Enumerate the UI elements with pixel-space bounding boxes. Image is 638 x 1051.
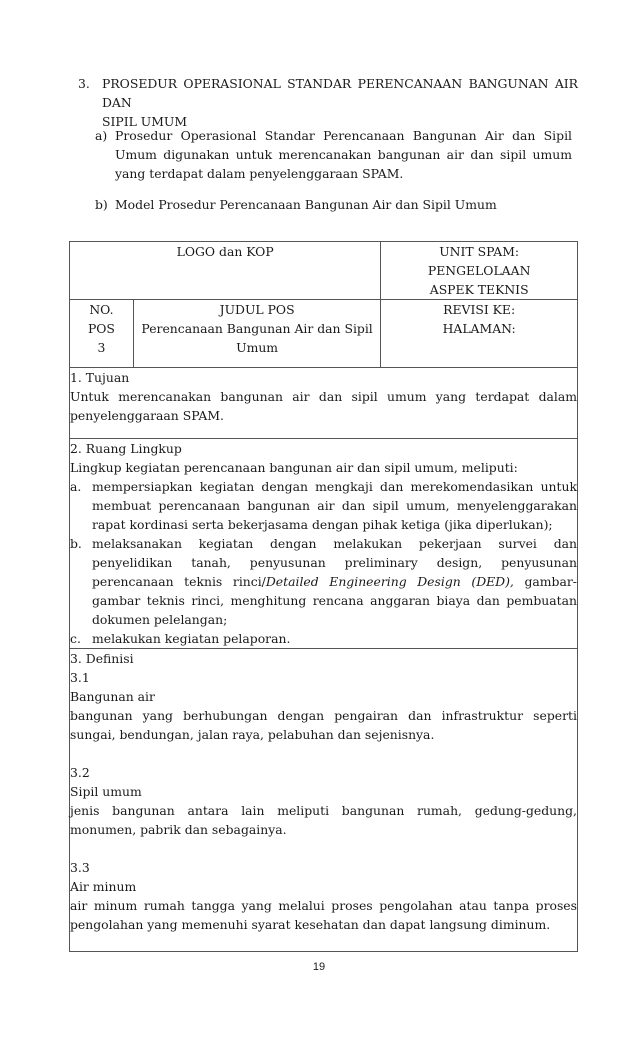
- ruang-b-line3-italic: Detailed Engineering Design (DED),: [265, 574, 514, 589]
- definisi-entry: [70, 668, 577, 744]
- item-a-line: Umum digunakan untuk merencanakan bangunan air dan sipil umum: [115, 147, 572, 162]
- definisi-cell: [70, 649, 578, 952]
- item-a-marker: a): [95, 128, 108, 143]
- definisi-line: monumen, pabrik dan sebagainya.: [70, 822, 287, 837]
- revisi-line: HALAMAN:: [442, 321, 516, 336]
- item-a: [95, 126, 572, 183]
- ruang-a-line: rapat kordinasi serta bekerjasama dengan pihak ketiga (jika diperlukan);: [92, 517, 553, 532]
- definisi-entry: [70, 763, 577, 839]
- definisi-number: 3.3: [70, 860, 90, 875]
- definisi-line: sungai, bendungan, jalan raya, pelabuhan dan sejenisnya.: [70, 727, 435, 742]
- ruang-item-a: [70, 477, 577, 534]
- revisi-line: REVISI KE:: [443, 302, 516, 317]
- page-number: 19: [312, 961, 326, 973]
- item-a-line: Prosedur Operasional Standar Perencanaan Bangunan Air dan Sipil: [115, 128, 572, 143]
- definisi-number: 3.2: [70, 765, 90, 780]
- definisi-line: air minum rumah tangga yang melalui proses pengolahan atau tanpa proses: [70, 898, 577, 913]
- ruang-a-line: membuat perencanaan bangunan air dan sipil umum, menyelenggarakan: [92, 498, 577, 513]
- ruang-b-line: penyelidikan tanah, penyusunan preliminary design, penyusunan: [92, 555, 577, 570]
- ruang-a-marker: a.: [70, 479, 82, 494]
- ruang-c-marker: c.: [70, 631, 81, 646]
- ruang-b-marker: b.: [70, 536, 82, 551]
- ruang-intro: Lingkup kegiatan perencanaan bangunan air dan sipil umum, meliputi:: [70, 460, 518, 475]
- unit-line: UNIT SPAM:: [439, 244, 520, 259]
- unit-line: ASPEK TEKNIS: [429, 282, 529, 297]
- unit-line: PENGELOLAAN: [427, 263, 531, 278]
- definisi-line: pengolahan yang memenuhi syarat kesehatan dan dapat langsung diminum.: [70, 917, 551, 932]
- item-a-line: yang terdapat dalam penyelenggaraan SPAM.: [115, 166, 404, 181]
- pos-number-cell: [70, 300, 134, 368]
- heading-line-1: PROSEDUR OPERASIONAL STANDAR PERENCANAAN BANGUNAN AIR DAN: [102, 76, 578, 110]
- judul-line: Umum: [236, 340, 279, 355]
- tujuan-line: penyelenggaraan SPAM.: [70, 408, 224, 423]
- unit-spam-cell: [381, 242, 578, 300]
- item-b-text: Model Prosedur Perencanaan Bangunan Air dan Sipil Umum: [115, 197, 497, 212]
- item-b: [95, 195, 572, 214]
- judul-line: JUDUL POS: [219, 302, 295, 317]
- definisi-number: 3.1: [70, 670, 90, 685]
- pos-table: [69, 241, 578, 952]
- definisi-line: bangunan yang berhubungan dengan pengairan dan infrastruktur seperti: [70, 708, 577, 723]
- tujuan-title: 1. Tujuan: [70, 370, 130, 385]
- ruang-lingkup-cell: [70, 439, 578, 649]
- tujuan-cell: [70, 368, 578, 439]
- revisi-cell: [381, 300, 578, 368]
- pos-no-line: 3: [97, 340, 106, 355]
- ruang-b-line: melaksanakan kegiatan dengan melakukan pekerjaan survei dan: [92, 536, 577, 551]
- definisi-term: Air minum: [70, 879, 137, 894]
- logo-kop-cell: [70, 242, 381, 300]
- judul-line: Perencanaan Bangunan Air dan Sipil: [141, 321, 373, 336]
- pos-no-line: POS: [87, 321, 115, 336]
- ruang-title: 2. Ruang Lingkup: [70, 441, 182, 456]
- judul-pos-cell: [133, 300, 380, 368]
- ruang-c-text: melakukan kegiatan pelaporan.: [92, 631, 291, 646]
- definisi-entry: [70, 858, 577, 934]
- item-b-marker: b): [95, 197, 108, 212]
- heading-line-2: SIPIL UMUM: [102, 114, 188, 129]
- logo-kop-label: LOGO dan KOP: [176, 244, 274, 259]
- ruang-item-b: [70, 534, 577, 629]
- section-heading: [78, 74, 578, 131]
- ruang-b-line: dokumen pelelangan;: [92, 612, 228, 627]
- ruang-b-line3-pre: perencanaan teknis rinci/: [92, 574, 266, 589]
- ruang-a-line: mempersiapkan kegiatan dengan mengkaji dan merekomendasikan untuk: [92, 479, 577, 494]
- definisi-term: Bangunan air: [70, 689, 155, 704]
- tujuan-line: Untuk merencanakan bangunan air dan sipil umum yang terdapat dalam: [70, 389, 577, 404]
- ruang-b-line3-post: gambar-: [513, 574, 577, 589]
- definisi-title: 3. Definisi: [70, 651, 134, 666]
- ruang-b-line: [92, 572, 577, 591]
- pos-no-line: NO.: [89, 302, 114, 317]
- definisi-line: jenis bangunan antara lain meliputi bangunan rumah, gedung-gedung,: [70, 803, 577, 818]
- ruang-item-c: [70, 629, 577, 648]
- ruang-b-line: gambar teknis rinci, menghitung rencana anggaran biaya dan pembuatan: [92, 593, 577, 608]
- heading-number: 3.: [78, 76, 90, 91]
- definisi-term: Sipil umum: [70, 784, 142, 799]
